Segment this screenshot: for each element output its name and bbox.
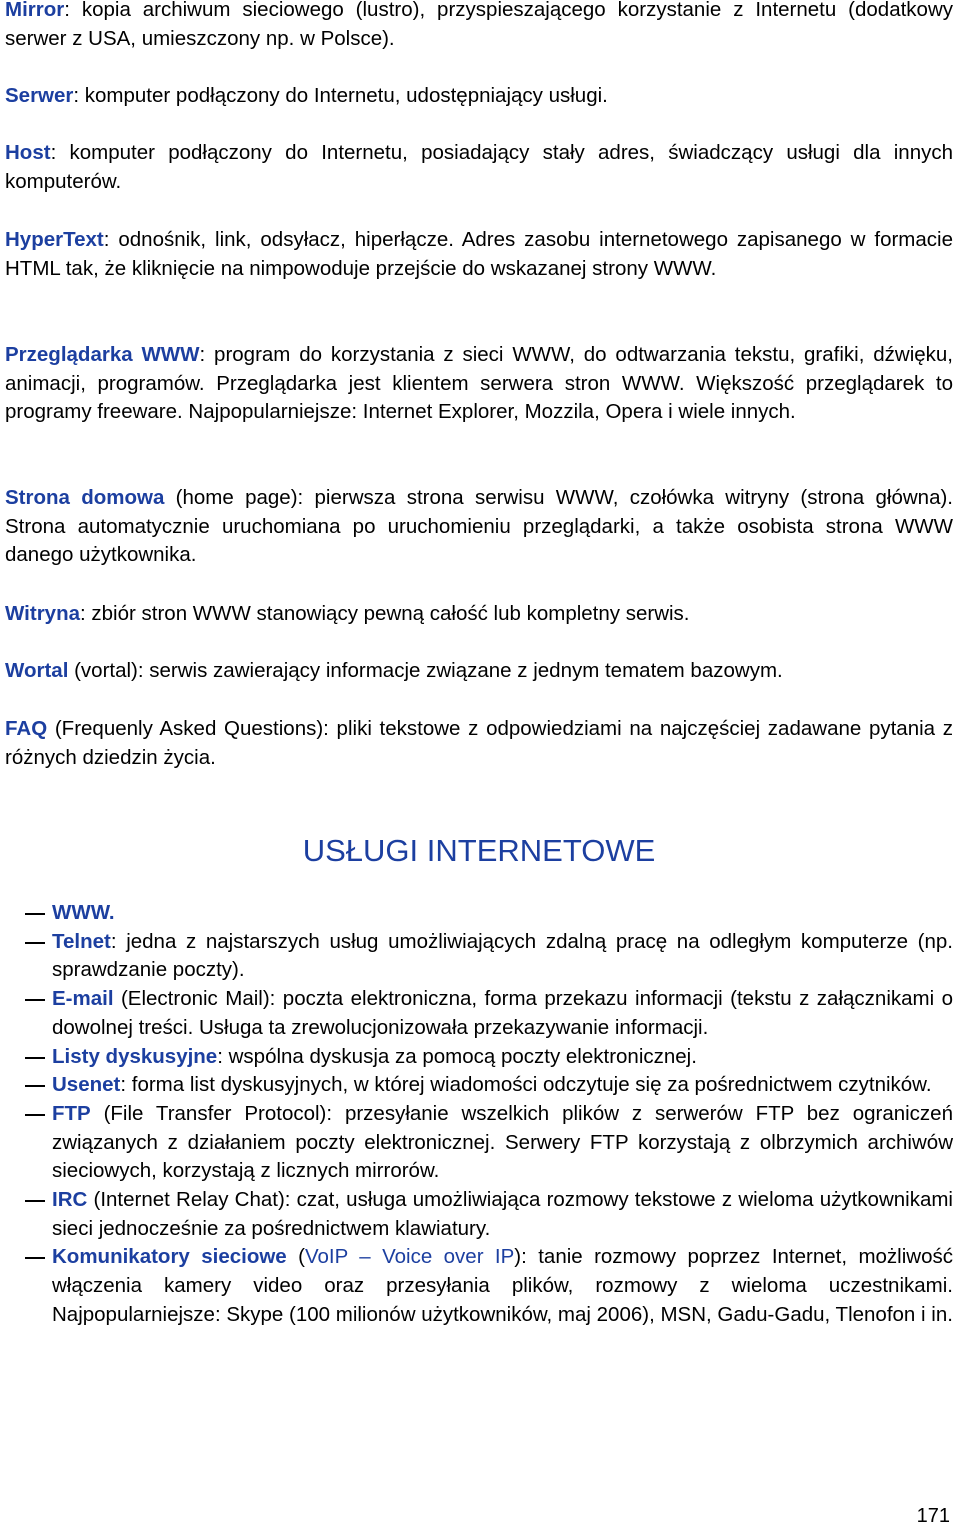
definition-witryna <box>5 600 690 629</box>
service-term: WWW. <box>52 901 115 924</box>
dash-bullet-icon <box>25 1257 45 1259</box>
term-faq: FAQ <box>5 717 48 740</box>
service-text: (File Transfer Protocol): przesyłanie wszelkich plików z serwerów FTP bez ograniczeń związanych z działaniem poczty elektronicznej. Serwery FTP korzystają z olbrzymich archiwów sieciowych, korzystają z licznych mirrorów. <box>52 1101 953 1183</box>
list-item-listy-dyskusyjne <box>5 1043 953 1072</box>
definition-wortal <box>5 657 783 686</box>
definition-hypertext-text: : odnośnik, link, odsyłacz, hiperłącze. Adres zasobu internetowego zapisanego w formacie HTML tak, że kliknięcie na nimpowoduje przejście do wskazanej strony WWW. <box>5 228 953 280</box>
definition-strona-domowa <box>5 484 953 570</box>
list-item-komunikatory <box>5 1243 953 1329</box>
list-item-email <box>5 985 953 1042</box>
term-hypertext: HyperText <box>5 228 104 251</box>
service-term: Usenet <box>52 1073 121 1097</box>
definition-wortal-text: (vortal): serwis zawierający informacje związane z jednym tematem bazowym. <box>68 659 783 682</box>
service-accent: VoIP – Voice over IP <box>304 1245 515 1269</box>
definition-faq <box>5 715 953 772</box>
service-term: Telnet <box>52 929 111 953</box>
definition-witryna-text: : zbiór stron WWW stanowiący pewną całość lub kompletny serwis. <box>80 602 690 625</box>
definition-mirror <box>5 0 953 53</box>
list-item-usenet <box>5 1071 953 1100</box>
term-przegladarka: Przeglądarka WWW <box>5 343 200 366</box>
service-term: Listy dyskusyjne <box>52 1044 218 1068</box>
service-text: (Internet Relay Chat): czat, usługa umożliwiająca rozmowy tekstowe z wieloma użytkownikami sieci jednocześnie za pośrednictwem klawiatury. <box>52 1188 953 1240</box>
service-text: : jedna z najstarszych usług umożliwiających zdalną pracę na odległym komputerze (np. sprawdzanie poczty). <box>52 929 953 982</box>
list-item-irc <box>5 1186 953 1243</box>
dash-bullet-icon <box>25 942 45 944</box>
service-text-before: ( <box>286 1245 305 1269</box>
services-list <box>5 899 953 1330</box>
definition-przegladarka-text: : program do korzystania z sieci WWW, do odtwarzania tekstu, grafiki, dźwięku, animacji, programów. Przeglądarka jest klientem serwera stron WWW. Większość przeglądarek to programy freeware. Najpopularniejsze: Internet Explorer, Mozzila, Opera i wiele innych. <box>5 343 953 424</box>
service-term: Komunikatory sieciowe <box>52 1245 287 1269</box>
term-mirror: Mirror <box>5 0 65 21</box>
service-term: IRC <box>52 1188 88 1212</box>
definition-serwer <box>5 82 608 111</box>
section-heading: USŁUGI INTERNETOWE <box>302 833 656 868</box>
definition-faq-text: (Frequenly Asked Questions): pliki tekstowe z odpowiedziami na najczęściej zadawane pytania z różnych dziedzin życia. <box>5 717 953 769</box>
service-text: : forma list dyskusyjnych, w której wiadomości odczytuje się za pośrednictwem czytników. <box>120 1073 932 1097</box>
definition-host <box>5 139 953 196</box>
dash-bullet-icon <box>25 1057 45 1059</box>
list-item-telnet <box>5 928 953 985</box>
definition-mirror-text: : kopia archiwum sieciowego (lustro), przyspieszającego korzystanie z Internetu (dodatkowy serwer z USA, umieszczony np. w Polsce). <box>5 0 953 50</box>
term-witryna: Witryna <box>5 602 80 625</box>
definition-strona-domowa-text: (home page): pierwsza strona serwisu WWW, czołówka witryny (strona główna). Strona automatycznie uruchomiana po uruchomieniu przeglądarki, a także osobista strona WWW danego użytkownika. <box>5 486 953 567</box>
service-text: : wspólna dyskusja za pomocą poczty elektronicznej. <box>217 1044 697 1068</box>
term-strona-domowa: Strona domowa <box>5 486 165 509</box>
term-host: Host <box>5 141 51 164</box>
page-number: 171 <box>916 1505 950 1527</box>
service-term: E-mail <box>52 987 114 1011</box>
dash-bullet-icon <box>25 1114 45 1116</box>
service-term: FTP <box>52 1101 91 1125</box>
dash-bullet-icon <box>25 999 45 1001</box>
service-text: ): tanie rozmowy poprzez Internet, możliwość włączenia kamery video oraz przesyłania plików, rozmowy z wieloma uczestnikami. Najpopularniejsze: Skype (100 milionów użytkowników, maj 2006), MSN, Gadu-Gadu, Tlenofon i in. <box>52 1245 953 1326</box>
definition-przegladarka <box>5 341 953 427</box>
term-wortal: Wortal <box>5 659 69 682</box>
list-item-www <box>5 899 953 928</box>
dash-bullet-icon <box>25 1085 45 1087</box>
service-text: (Electronic Mail): poczta elektroniczna, forma przekazu informacji (tekstu z załącznikami o dowolnej treści. Usługa ta zrewolucjonizowała przekazywanie informacji. <box>52 987 953 1039</box>
list-item-ftp <box>5 1100 953 1186</box>
dash-bullet-icon <box>25 913 45 915</box>
definition-hypertext <box>5 226 953 283</box>
term-serwer: Serwer <box>5 84 74 107</box>
definition-serwer-text: : komputer podłączony do Internetu, udostępniający usługi. <box>73 84 608 107</box>
dash-bullet-icon <box>25 1200 45 1202</box>
definition-host-text: : komputer podłączony do Internetu, posiadający stały adres, świadczący usługi dla innych komputerów. <box>5 141 953 193</box>
